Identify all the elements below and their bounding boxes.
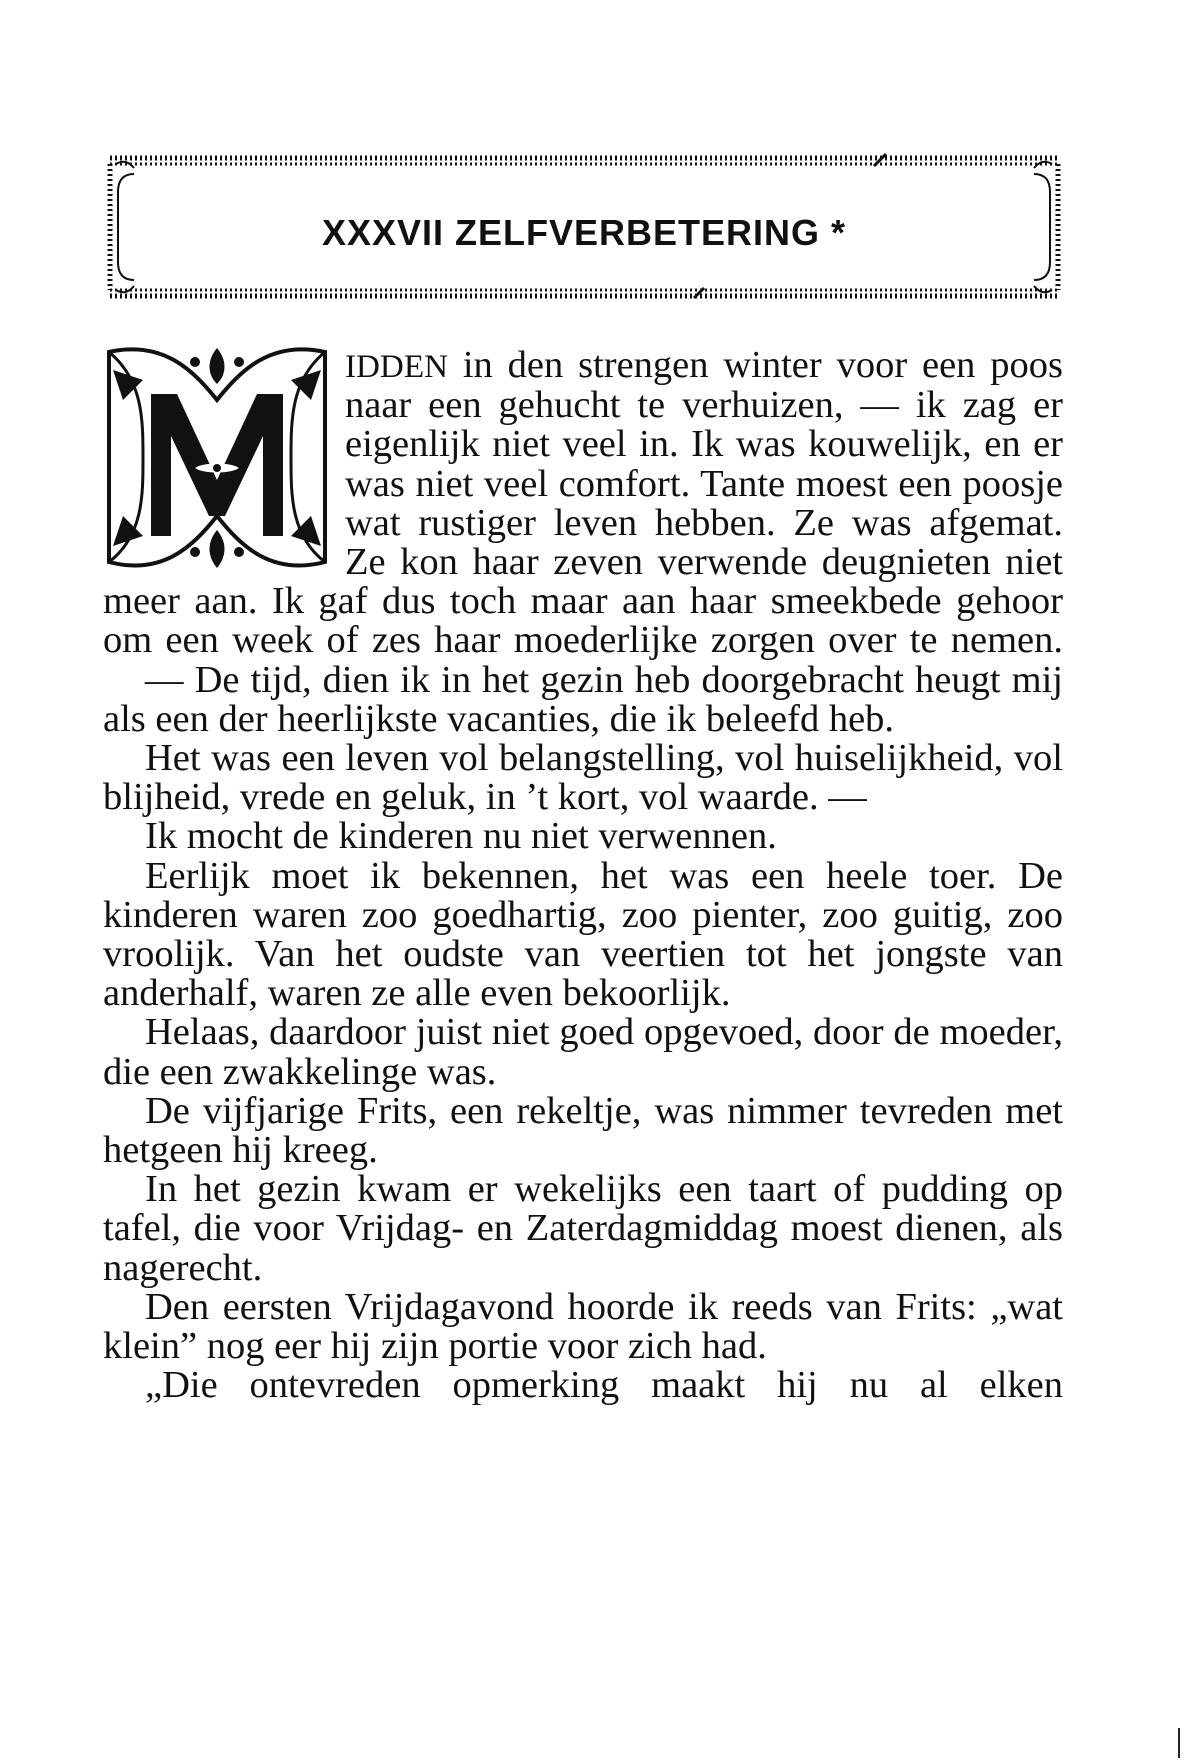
drop-cap-letter: M [103,340,104,341]
paragraph-5: Eerlijk moet ik bekennen, het was een heele toer. De kinderen waren zoo goedhartig, zoo pienter, zoo guitig, zoo vroolijk. Van het oudste van veertien tot het jongste van anderhalf, waren ze alle even bekoorlijk. [103,854,1063,1015]
paragraph-2: — De tijd, dien ik in het gezin heb doorgebracht heugt mij als een der heerlijkste vacanties, die ik beleefd heb. [103,658,1063,740]
paragraph-8: In het gezin kwam er wekelijks een taart of pudding op tafel, die voor Vrijdag- en Zaterdagmiddag moest dienen, als nagerecht. [103,1168,1063,1289]
chapter-title: XXXVII ZELFVERBETERING * [321,212,847,253]
paragraph-3: Het was een leven vol belangstelling, vol huiselijkheid, vol blijheid, vrede en geluk, in ’t kort, vol waarde. — [103,737,1063,819]
paragraph-10: „Die ontevreden opmerking maakt hij nu al elken [145,1364,1063,1407]
paragraph-7: De vijfjarige Frits, een rekeltje, was nimmer tevreden met hetgeen hij kreeg. [103,1089,1063,1172]
ornamental-initial-m-icon [103,340,331,576]
chapter-body [103,340,1063,1407]
paragraph-4: Ik mocht de kinderen nu niet verwennen. [145,815,777,858]
page-edge-mark [1178,1728,1180,1758]
paragraph-6: Helaas, daardoor juist niet goed opgevoed, door de moeder, die een zwakkelinge was. [103,1011,1063,1093]
drop-cap-lead: IDDEN [345,348,448,385]
paragraph-1-text: in den strengen winter voor een poos naar een gehucht te verhuizen, — ik zag er eigenlijk niet veel in. Ik was kouwelijk, en er was niet veel comfort. Tante moest een poosje wat rustiger leven hebben. Ze was afgemat. Ze kon haar zeven verwende deugnieten niet meer aan. Ik gaf dus toch maar aan haar smeekbede gehoor om een week of zes haar moederlijke zorgen over te nemen. [103,344,1063,662]
paragraph-9: Den eersten Vrijdagavond hoorde ik reeds van Frits: „wat klein” nog eer hij zijn portie voor zich had. [103,1285,1063,1368]
chapter-header-frame [104,152,1064,302]
